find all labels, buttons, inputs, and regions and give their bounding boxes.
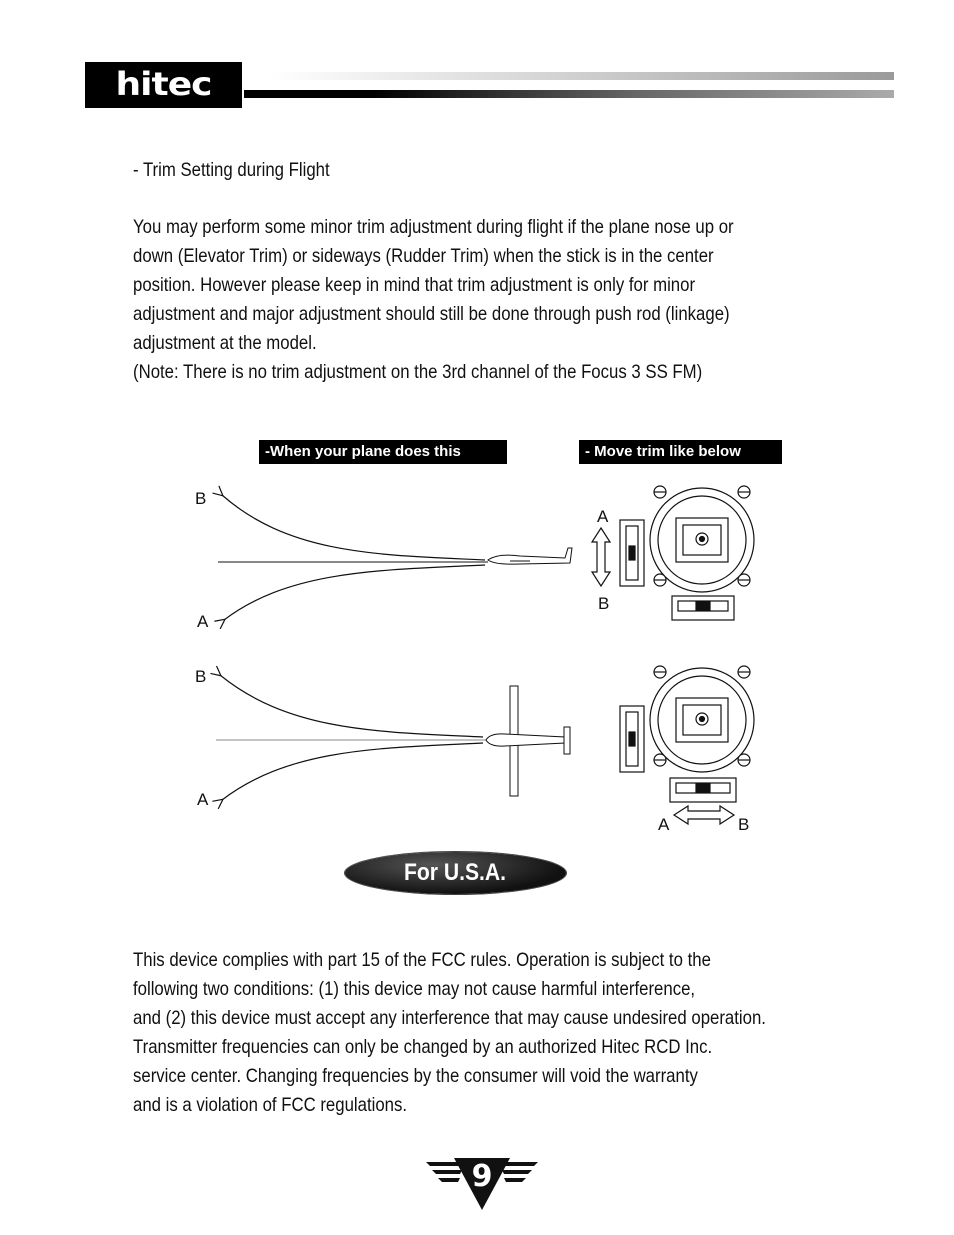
vertical-trim-arrow-icon: [592, 528, 610, 586]
path-label-b: B: [195, 489, 207, 508]
fcc-notice: [133, 946, 766, 1120]
fcc-line: and (2) this device must accept any interference that may cause undesired operation.: [133, 1007, 766, 1029]
plane-top-view-icon: [486, 686, 570, 796]
label-plane-behavior: -When your plane does this: [259, 440, 507, 464]
region-badge-text: For U.S.A.: [404, 859, 507, 886]
rudder-flight-paths: [216, 675, 486, 800]
transmitter-stick-icon: [650, 486, 754, 592]
header-rule: [244, 90, 894, 98]
horizontal-trim-arrow-icon: [674, 806, 734, 824]
fcc-line: and is a violation of FCC regulations.: [133, 1094, 408, 1116]
path-label-a: A: [197, 790, 209, 809]
fcc-line: This device complies with part 15 of the FCC rules. Operation is subject to the: [133, 949, 711, 971]
body-line: position. However please keep in mind that trim adjustment is only for minor: [133, 274, 696, 296]
rudder-trim-slider-icon: [670, 778, 736, 802]
header-gradient-bar: [270, 72, 894, 80]
trim-label-b: B: [598, 594, 610, 613]
elevator-flight-paths: [218, 495, 488, 620]
hitec-logo: [85, 62, 242, 108]
fcc-line: service center. Changing frequencies by the consumer will void the warranty: [133, 1065, 698, 1087]
elevator-trim-slider-icon: [620, 520, 644, 586]
logo-text: hitec: [115, 66, 212, 103]
body-line: You may perform some minor trim adjustment during flight if the plane nose up or: [133, 216, 734, 238]
trim-diagram: [180, 470, 800, 840]
rudder-trim-slider-icon: [672, 596, 734, 620]
path-label-a: A: [197, 612, 209, 631]
elevator-trim-slider-icon: [620, 706, 644, 772]
body-line: (Note: There is no trim adjustment on the 3rd channel of the Focus 3 SS FM): [133, 361, 703, 383]
plane-side-view-icon: [488, 548, 572, 564]
trim-instructions: [133, 213, 734, 387]
fcc-line: Transmitter frequencies can only be changed by an authorized Hitec RCD Inc.: [133, 1036, 713, 1058]
section-heading-text: - Trim Setting during Flight: [133, 159, 330, 181]
page-number-badge: [424, 1154, 540, 1212]
region-badge: [345, 852, 566, 894]
trim-label-a: A: [597, 507, 609, 526]
body-line: adjustment and major adjustment should still be done through push rod (linkage): [133, 303, 730, 325]
section-heading: [133, 156, 330, 185]
trim-label-b: B: [738, 815, 750, 834]
trim-label-a: A: [658, 815, 670, 834]
body-line: adjustment at the model.: [133, 332, 317, 354]
fcc-line: following two conditions: (1) this device may not cause harmful interference,: [133, 978, 696, 1000]
label-trim-action: - Move trim like below: [579, 440, 782, 464]
path-label-b: B: [195, 667, 207, 686]
transmitter-stick-icon: [650, 666, 754, 772]
body-line: down (Elevator Trim) or sideways (Rudder Trim) when the stick is in the center: [133, 245, 714, 267]
page-number: 9: [471, 1159, 493, 1194]
